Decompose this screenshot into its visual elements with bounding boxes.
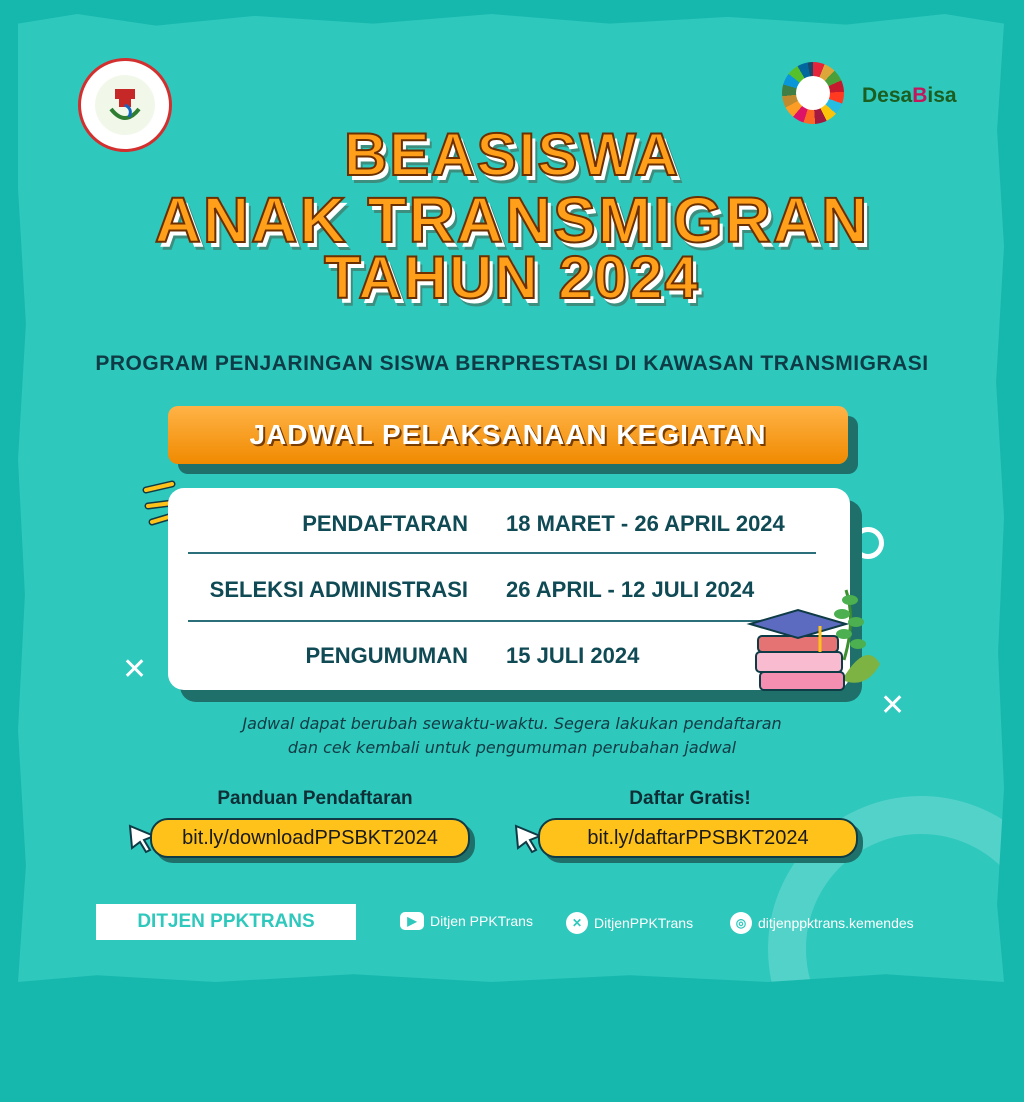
divider [188, 552, 816, 554]
footer-brand: DITJEN PPKTRANS [96, 904, 356, 940]
instagram-icon: ◎ [730, 912, 752, 934]
schedule-label: SELEKSI ADMINISTRASI [209, 576, 468, 602]
cross-icon: ✕ [880, 688, 906, 723]
x-handle[interactable]: ✕ DitjenPPKTrans [566, 912, 693, 934]
guide-link[interactable]: bit.ly/downloadPPSBKT2024 [150, 818, 470, 858]
guide-title: Panduan Pendaftaran [217, 788, 413, 809]
ring-icon [852, 527, 884, 559]
subtitle: PROGRAM PENJARINGAN SISWA BERPRESTASI DI KAWASAN TRANSMIGRASI [95, 352, 929, 375]
title-line-2: ANAK TRANSMIGRAN [154, 184, 870, 256]
schedule-label: PENGUMUMAN [305, 642, 468, 668]
cross-icon: ✕ [122, 652, 148, 687]
title-line-3: TAHUN 2024 [324, 244, 700, 311]
banner-text: JADWAL PELAKSANAAN KEGIATAN [249, 419, 767, 450]
note-line-1: Jadwal dapat berubah sewaktu-waktu. Segera lakukan pendaftaran [242, 714, 782, 733]
youtube-handle[interactable]: ▶ Ditjen PPKTrans [400, 912, 533, 930]
sdg-wheel-icon [782, 62, 844, 124]
books-graduation-cap-icon [746, 580, 886, 700]
title-line-1: BEASISWA [343, 121, 681, 188]
register-link[interactable]: bit.ly/daftarPPSBKT2024 [538, 818, 858, 858]
schedule-date: 15 JULI 2024 [506, 642, 640, 668]
schedule-date: 18 MARET - 26 APRIL 2024 [506, 510, 785, 536]
x-icon: ✕ [566, 912, 588, 934]
register-title: Daftar Gratis! [629, 788, 751, 809]
schedule-row [168, 490, 850, 557]
desabisa-logo: DesaBisa [862, 84, 957, 107]
schedule-banner [168, 406, 848, 464]
schedule-date: 26 APRIL - 12 JULI 2024 [506, 576, 755, 602]
schedule-note [0, 712, 1024, 760]
schedule-label: PENDAFTARAN [302, 510, 468, 536]
instagram-handle[interactable]: ◎ ditjenppktrans.kemendes [730, 912, 914, 934]
youtube-icon: ▶ [400, 912, 424, 930]
note-line-2: dan cek kembali untuk pengumuman perubahan jadwal [287, 738, 737, 757]
